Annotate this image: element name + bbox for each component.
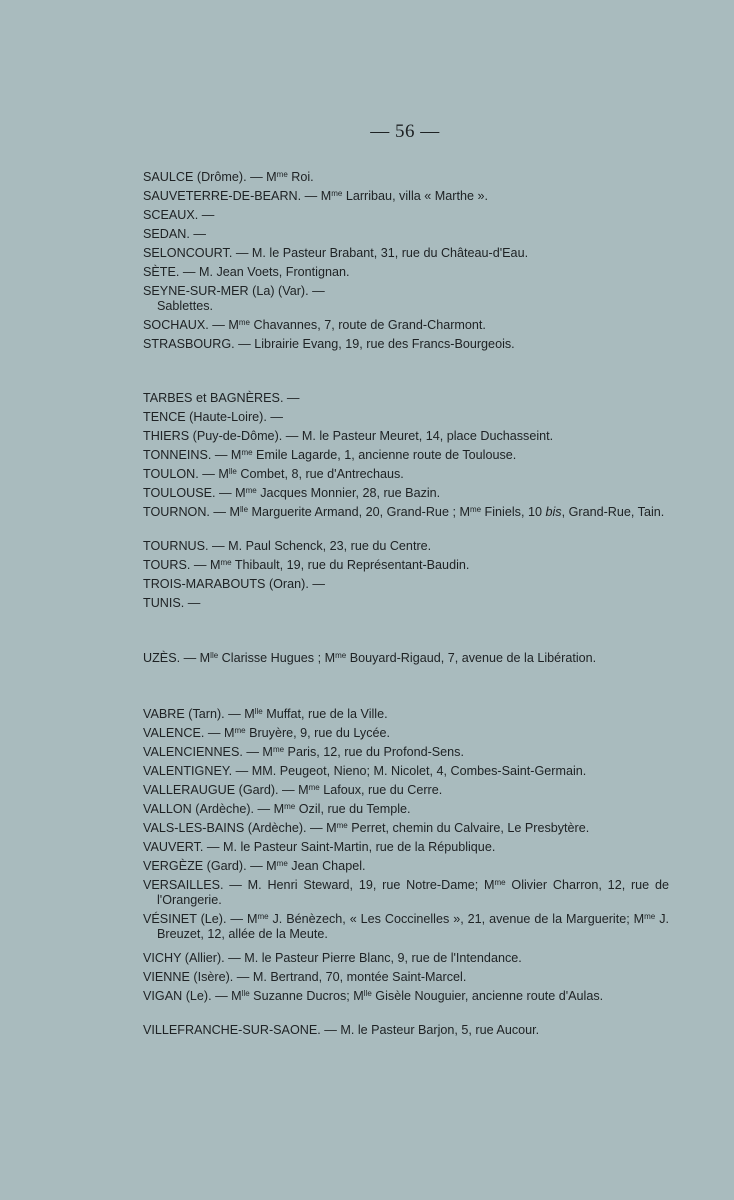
directory-entry: [143, 783, 669, 798]
directory-entry: [143, 467, 669, 482]
text-run: TOURNUS. — M. Paul Schenck, 23, rue du Centre.: [143, 539, 432, 553]
directory-entry: [143, 318, 669, 333]
entry-text: [143, 467, 669, 482]
superscript-abbreviation: lle: [254, 707, 263, 716]
superscript-abbreviation: me: [257, 912, 269, 921]
text-run: Thibault, 19, rue du Représentant-Baudin.: [231, 558, 470, 572]
text-run: UZÈS. — M: [143, 651, 211, 665]
text-run: TOURS. — M: [143, 558, 221, 572]
directory-entry: [143, 486, 669, 501]
entry-text: [143, 840, 669, 855]
page-number: — 56 —: [370, 121, 440, 142]
text-run: VERGÈZE (Gard). — M: [143, 859, 277, 873]
entry-text: [143, 558, 669, 573]
entry-text: [143, 707, 669, 722]
directory-entry: [143, 726, 669, 741]
entry-text: [143, 170, 669, 185]
text-run: TROIS-MARABOUTS (Oran). —: [143, 577, 325, 591]
text-run: SEYNE-SUR-MER (La) (Var). —: [143, 284, 325, 298]
text-run: Sablettes.: [157, 299, 214, 313]
directory-entry: [143, 764, 669, 779]
superscript-abbreviation: me: [335, 651, 347, 660]
directory-entry: [143, 912, 669, 942]
superscript-abbreviation: me: [238, 318, 250, 327]
directory-entry: [143, 745, 669, 760]
text-run: VERSAILLES. — M. Henri Steward, 19, rue Notre-Dame; M: [143, 878, 495, 892]
text-run: Finiels, 10: [481, 505, 546, 519]
entry-text: [143, 410, 669, 425]
text-run: Roi.: [287, 170, 314, 184]
entry-text: [143, 227, 669, 242]
text-run: Bruyère, 9, rue du Lycée.: [245, 726, 391, 740]
entry-text: [143, 912, 669, 942]
text-run: J. Bénèzech, « Les Coccinelles », 21, avenue de la Marguerite; M: [268, 912, 645, 926]
text-run: SEDAN. —: [143, 227, 206, 241]
entry-text: [143, 318, 669, 333]
text-run: VALENCE. — M: [143, 726, 235, 740]
entry-text: [143, 989, 669, 1004]
text-run: VALENCIENNES. — M: [143, 745, 273, 759]
directory-entry: [143, 448, 669, 463]
entry-text: [143, 337, 669, 352]
directory-entry: [143, 337, 669, 352]
entry-text: [143, 539, 669, 554]
text-run: SAULCE (Drôme). — M: [143, 170, 277, 184]
directory-entry: [143, 970, 669, 985]
directory-entry: [143, 821, 669, 836]
directory-entry: [143, 410, 669, 425]
superscript-abbreviation: me: [245, 486, 257, 495]
superscript-abbreviation: me: [234, 726, 246, 735]
text-run: VIGAN (Le). — M: [143, 989, 242, 1003]
entry-text: [143, 1023, 669, 1038]
entry-text: [143, 802, 669, 817]
superscript-abbreviation: me: [272, 745, 285, 754]
entry-text: [143, 764, 669, 779]
text-run: VABRE (Tarn). — M: [143, 707, 255, 721]
text-run: VÉSINET (Le). — M: [143, 912, 258, 926]
superscript-abbreviation: me: [644, 912, 656, 921]
text-run: Emile Lagarde, 1, ancienne route de Toulouse.: [252, 448, 517, 462]
text-run: Muffat, rue de la Ville.: [262, 707, 388, 721]
directory-entry: [143, 429, 669, 444]
directory-entry: [143, 539, 669, 554]
text-run: TUNIS. —: [143, 596, 201, 610]
directory-entry: [143, 391, 669, 406]
text-run: SCEAUX. —: [143, 208, 215, 222]
text-run: Chavannes, 7, route de Grand-Charmont.: [250, 318, 486, 332]
text-run: SÈTE. — M. Jean Voets, Frontignan.: [143, 265, 350, 279]
entry-text: [143, 859, 669, 874]
directory-entry: [143, 840, 669, 855]
text-run: Olivier Charron, 12, rue de l'Orangerie.: [157, 878, 669, 907]
entry-text: [143, 505, 669, 520]
entry-text: [143, 951, 669, 966]
superscript-abbreviation: me: [469, 505, 482, 514]
directory-entry: [143, 170, 669, 185]
entry-text: [143, 429, 669, 444]
entry-text: [143, 878, 669, 908]
text-run: Gisèle Nouguier, ancienne route d'Aulas.: [371, 989, 604, 1003]
text-run: Lafoux, rue du Cerre.: [319, 783, 443, 797]
superscript-abbreviation: me: [336, 821, 348, 830]
directory-entry: [143, 802, 669, 817]
entry-text: [143, 246, 669, 261]
text-run: TONNEINS. — M: [143, 448, 242, 462]
text-run: TARBES et BAGNÈRES. —: [143, 391, 300, 405]
superscript-abbreviation: me: [284, 802, 296, 811]
directory-entry: [143, 989, 669, 1004]
directory-entry: [143, 246, 669, 261]
entry-text: [143, 486, 669, 501]
directory-entry: [143, 859, 669, 874]
text-run: VICHY (Allier). — M. le Pasteur Pierre Blanc, 9, rue de l'Intendance.: [143, 951, 522, 965]
text-run: Larribau, villa « Marthe ».: [342, 189, 488, 203]
directory-entry: [143, 596, 669, 611]
text-run: TOURNON. — M: [143, 505, 241, 519]
text-run: Perret, chemin du Calvaire, Le Presbytère.: [347, 821, 590, 835]
superscript-abbreviation: lle: [363, 989, 372, 998]
superscript-abbreviation: lle: [210, 651, 219, 660]
text-run: Marguerite Armand, 20, Grand-Rue ; M: [248, 505, 470, 519]
superscript-abbreviation: lle: [228, 467, 237, 476]
entry-text: [143, 208, 669, 223]
entry-text: [143, 970, 669, 985]
text-run: Jean Chapel.: [287, 859, 366, 873]
text-run: SELONCOURT. — M. le Pasteur Brabant, 31, rue du Château-d'Eau.: [143, 246, 529, 260]
directory-entry: [143, 951, 669, 966]
superscript-abbreviation: me: [220, 558, 232, 567]
text-run: Jacques Monnier, 28, rue Bazin.: [256, 486, 441, 500]
text-run: VALS-LES-BAINS (Ardèche). — M: [143, 821, 337, 835]
entry-text: [143, 284, 669, 314]
entry-text: [143, 448, 669, 463]
text-run: TENCE (Haute-Loire). —: [143, 410, 283, 424]
text-run: Combet, 8, rue d'Antrechaus.: [236, 467, 404, 481]
text-run: Suzanne Ducros; M: [249, 989, 364, 1003]
text-run: TOULON. — M: [143, 467, 229, 481]
directory-entry: [143, 284, 669, 314]
entry-text: [143, 783, 669, 798]
text-run: STRASBOURG. — Librairie Evang, 19, rue des Francs-Bourgeois.: [143, 337, 515, 351]
superscript-abbreviation: lle: [240, 505, 249, 514]
text-run: VILLEFRANCHE-SUR-SAONE. — M. le Pasteur Barjon, 5, rue Aucour.: [143, 1023, 540, 1037]
entry-text: [143, 391, 669, 406]
directory-entry: [143, 265, 669, 280]
directory-entry: [143, 878, 669, 908]
text-run: SAUVETERRE-DE-BEARN. — M: [143, 189, 332, 203]
entry-text: [143, 821, 669, 836]
superscript-abbreviation: lle: [241, 989, 250, 998]
directory-entry: [143, 707, 669, 722]
text-run: Paris, 12, rue du Profond-Sens.: [284, 745, 464, 759]
entry-text: [143, 651, 669, 666]
entry-text: [143, 745, 669, 760]
directory-entry: [143, 505, 669, 520]
superscript-abbreviation: me: [276, 170, 288, 179]
text-run: VALLERAUGUE (Gard). — M: [143, 783, 309, 797]
text-run: SOCHAUX. — M: [143, 318, 239, 332]
text-run: VALLON (Ardèche). — M: [143, 802, 285, 816]
directory-entry: [143, 577, 669, 592]
text-run: Bouyard-Rigaud, 7, avenue de la Libération.: [346, 651, 597, 665]
entry-text: [143, 726, 669, 741]
directory-entry: [143, 189, 669, 204]
entry-text: [143, 596, 669, 611]
directory-entry: [143, 227, 669, 242]
text-run: TOULOUSE. — M: [143, 486, 246, 500]
text-run: THIERS (Puy-de-Dôme). — M. le Pasteur Meuret, 14, place Duchasseint.: [143, 429, 554, 443]
directory-entry: [143, 1023, 669, 1038]
text-run: Clarisse Hugues ; M: [218, 651, 336, 665]
entry-text: [143, 189, 669, 204]
text-run: VAUVERT. — M. le Pasteur Saint-Martin, rue de la République.: [143, 840, 496, 854]
directory-entry: [143, 651, 669, 666]
superscript-abbreviation: me: [331, 189, 343, 198]
text-run: Ozil, rue du Temple.: [295, 802, 411, 816]
italic-text: bis: [545, 505, 562, 519]
text-run: VIENNE (Isère). — M. Bertrand, 70, montée Saint-Marcel.: [143, 970, 467, 984]
superscript-abbreviation: me: [308, 783, 320, 792]
superscript-abbreviation: me: [276, 859, 288, 868]
entry-text: [143, 265, 669, 280]
text-run: J. Breuzet, 12, allée de la Meute.: [157, 912, 669, 941]
superscript-abbreviation: me: [241, 448, 253, 457]
entry-text: [143, 577, 669, 592]
text-run: , Grand-Rue, Tain.: [561, 505, 665, 519]
superscript-abbreviation: me: [494, 878, 506, 887]
directory-entry: [143, 208, 669, 223]
text-run: VALENTIGNEY. — MM. Peugeot, Nieno; M. Nicolet, 4, Combes-Saint-Germain.: [143, 764, 587, 778]
directory-entry: [143, 558, 669, 573]
